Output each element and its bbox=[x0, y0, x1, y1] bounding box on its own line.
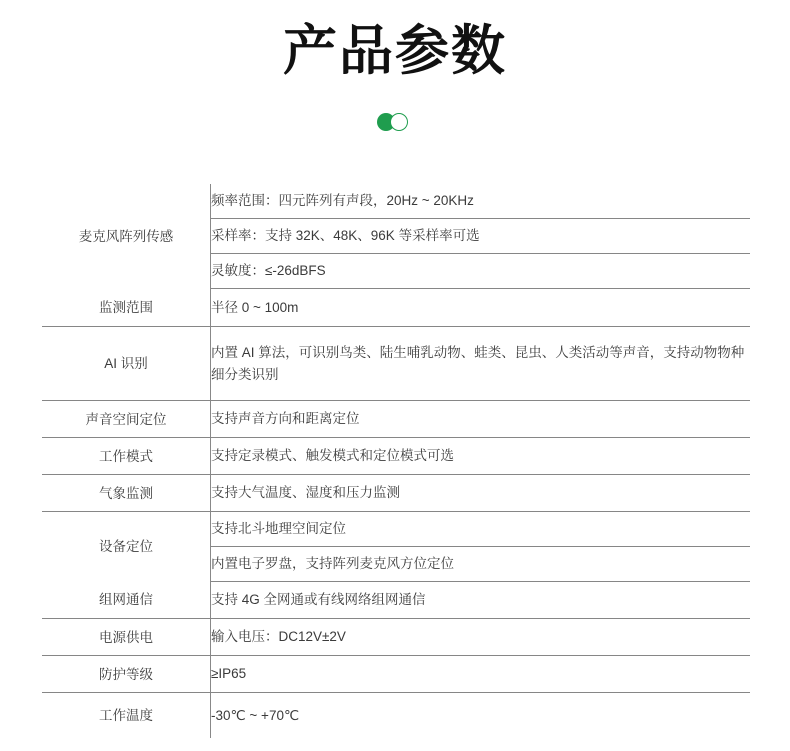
spec-label: 防护等级 bbox=[42, 656, 211, 693]
spec-value: 半径 0 ~ 100m bbox=[211, 289, 751, 327]
table-row bbox=[42, 327, 750, 401]
spec-value: 输入电压：DC12V±2V bbox=[211, 619, 751, 656]
table-row bbox=[42, 656, 750, 693]
spec-value: 灵敏度：≤-26dBFS bbox=[211, 254, 751, 289]
product-spec-table bbox=[42, 184, 750, 738]
spec-value: ≥IP65 bbox=[211, 656, 751, 693]
table-row bbox=[42, 693, 750, 739]
table-row bbox=[42, 619, 750, 656]
spec-value: -30℃ ~ +70℃ bbox=[211, 707, 300, 723]
spec-label: 设备定位 bbox=[42, 512, 211, 582]
table-row bbox=[42, 438, 750, 475]
spec-value: 支持 4G 全网通或有线网络组网通信 bbox=[211, 582, 751, 619]
spec-value: 采样率：支持 32K、48K、96K 等采样率可选 bbox=[211, 219, 751, 254]
spec-table-container bbox=[0, 184, 790, 738]
spec-label: 组网通信 bbox=[42, 582, 211, 619]
spec-label: 电源供电 bbox=[42, 619, 211, 656]
table-row bbox=[42, 512, 750, 547]
table-row bbox=[42, 582, 750, 619]
outline-circle-icon bbox=[390, 113, 408, 131]
page-header bbox=[0, 0, 790, 132]
spec-table-body bbox=[42, 184, 750, 738]
table-row bbox=[42, 184, 750, 219]
spec-label: 麦克风阵列传感 bbox=[42, 184, 211, 289]
spec-value: 支持北斗地理空间定位 bbox=[211, 512, 751, 547]
decoration-container bbox=[0, 112, 790, 132]
spec-label: 声音空间定位 bbox=[42, 401, 211, 438]
spec-value: 内置 AI 算法，可识别鸟类、陆生哺乳动物、蛙类、昆虫、人类活动等声音，支持动物物种细分类识别 bbox=[211, 327, 751, 401]
green-dots-decoration bbox=[377, 113, 413, 131]
table-row bbox=[42, 289, 750, 327]
spec-value: 支持大气温度、湿度和压力监测 bbox=[211, 475, 751, 512]
table-row bbox=[42, 475, 750, 512]
spec-value: 支持定录模式、触发模式和定位模式可选 bbox=[211, 438, 751, 475]
spec-value: 内置电子罗盘，支持阵列麦克风方位定位 bbox=[211, 547, 751, 582]
spec-label: 工作模式 bbox=[42, 438, 211, 475]
spec-label: 监测范围 bbox=[42, 289, 211, 327]
spec-label: 气象监测 bbox=[42, 475, 211, 512]
spec-value: 频率范围：四元阵列有声段，20Hz ~ 20KHz bbox=[211, 184, 751, 219]
page-title: 产品参数 bbox=[283, 21, 507, 81]
spec-label: 工作温度 bbox=[42, 693, 211, 739]
spec-value: 支持声音方向和距离定位 bbox=[211, 401, 751, 438]
spec-label: AI 识别 bbox=[42, 327, 211, 401]
table-row bbox=[42, 401, 750, 438]
